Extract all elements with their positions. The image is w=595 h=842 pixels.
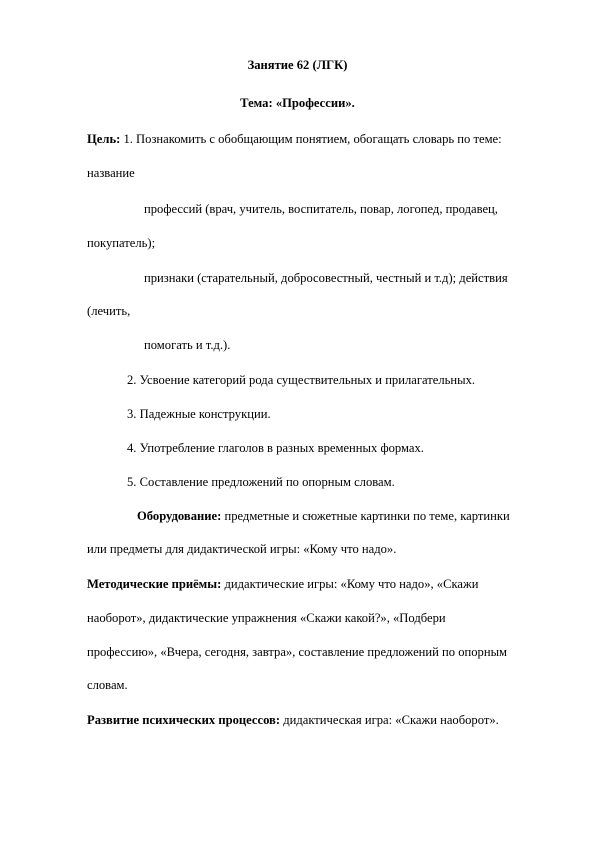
equipment-line-2: или предметы для дидактической игры: «Кому что надо». [87, 542, 397, 556]
development-label: Развитие психических процессов: [87, 713, 281, 727]
goal-line-5: признаки (старательный, добросовестный, честный и т.д); действия [144, 271, 508, 285]
lesson-title: Занятие 62 (ЛГК) [247, 58, 348, 72]
equipment-text-1: предметные и сюжетные картинки по теме, картинки [221, 509, 510, 523]
methods-line-2: наоборот», дидактические упражнения «Скажи какой?», «Подбери [87, 611, 446, 625]
equipment-label: Оборудование: [137, 509, 222, 523]
goal-line-1 [87, 131, 502, 147]
goal-line-3: профессий (врач, учитель, воспитатель, повар, логопед, продавец, [144, 202, 498, 216]
goal-line-2: название [87, 166, 135, 180]
goal-item-2: 2. Усвоение категорий рода существительных и прилагательных. [127, 373, 476, 387]
methods-line-1 [87, 576, 478, 592]
equipment-line-1 [137, 508, 510, 524]
methods-line-3: профессию», «Вчера, сегодня, завтра», составление предложений по опорным [87, 645, 508, 659]
goal-item-4: 4. Употребление глаголов в разных временных формах. [127, 441, 424, 455]
development-line-1 [87, 712, 499, 728]
development-text-1: дидактическая игра: «Скажи наоборот». [280, 713, 499, 727]
methods-line-4: словам. [87, 678, 128, 692]
lesson-topic: Тема: «Профессии». [240, 96, 355, 110]
goal-line-4: покупатель); [87, 236, 156, 250]
goal-item-3: 3. Падежные конструкции. [127, 407, 271, 421]
methods-text-1: дидактические игры: «Кому что надо», «Скажи [221, 577, 479, 591]
goal-label: Цель: [87, 132, 121, 146]
goal-item-5: 5. Составление предложений по опорным словам. [127, 475, 395, 489]
methods-label: Методические приёмы: [87, 577, 222, 591]
goal-text-1: 1. Познакомить с обобщающим понятием, обогащать словарь по теме: [120, 132, 502, 146]
goal-line-6: (лечить, [87, 304, 131, 318]
goal-line-7: помогать и т.д.). [144, 338, 231, 352]
